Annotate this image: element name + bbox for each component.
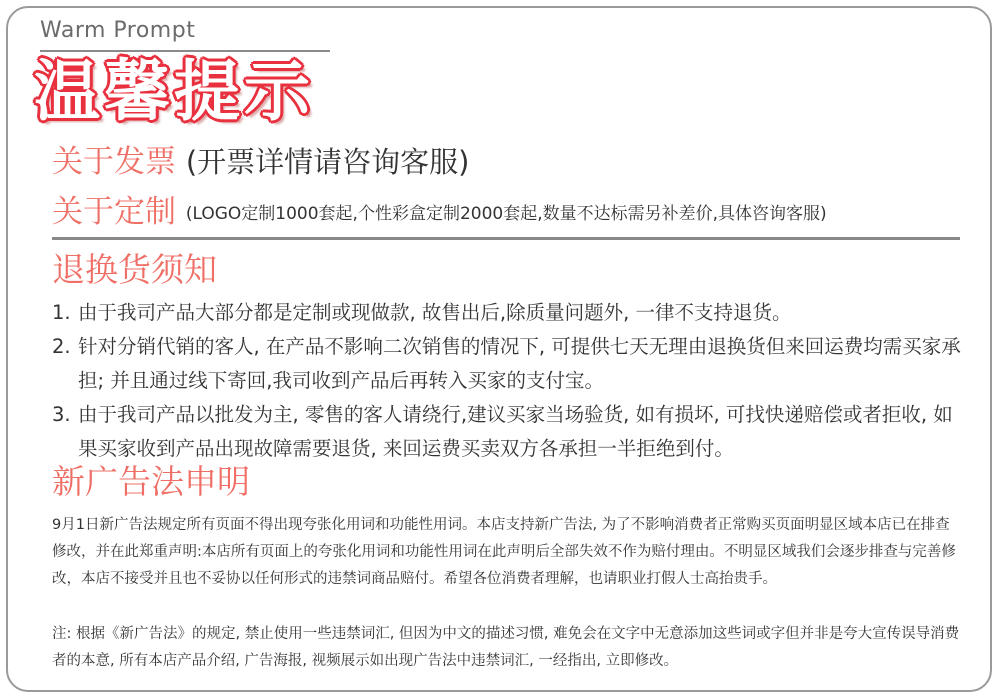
section-divider: [52, 237, 960, 240]
custom-detail: (LOGO定制1000套起,个性彩盒定制2000套起,数量不达标需另补差价,具体咨询客服): [185, 204, 827, 224]
custom-row: [52, 192, 827, 234]
list-item: 3. 由于我司产品以批发为主, 零售的客人请绕行,建议买家当场验货, 如有损坏, 可找快递赔偿或者拒收, 如果买家收到产品出现故障需要退货, 来回运费买卖双方各承担一半拒绝到付。: [52, 403, 953, 460]
invoice-detail: (开票详情请咨询客服): [185, 145, 470, 179]
custom-label: 关于定制: [52, 194, 176, 230]
page-title: 温馨提示: [34, 53, 314, 130]
invoice-label: 关于发票: [52, 144, 176, 180]
ad-law-paragraph: 9月1日新广告法规定所有页面不得出现夸张化用词和功能性用词。本店支持新广告法, 为了不影响消费者正常购买页面明显区域本店已在排查修改，并在此郑重声明:本店所有页面上的夸张化用词和功能性用词在此声明后全部失效不作为赔付理由。不明显区域我们会逐步排查与完善修改，本店不接受并且也不妥协以任何形式的违禁词商品赔付。希望各位消费者理解，也请职业打假人士高抬贵手。: [52, 517, 956, 587]
list-item: 1. 由于我司产品大部分都是定制或现做款, 故售出后,除质量问题外, 一律不支持退货。: [52, 301, 792, 324]
ad-law-note: 注: 根据《新广告法》的规定, 禁止使用一些违禁词汇, 但因为中文的描述习惯, 难免会在文字中无意添加这些词或字但并非是夸大宣传误导消费者的本意, 所有本店产品介绍, 广告海报, 视频展示如出现广告法中违禁词汇, 一经指出, 立即修改。: [52, 626, 960, 669]
ad-law-heading: 新广告法申明: [52, 462, 250, 501]
returns-list: [52, 296, 967, 466]
invoice-row: [52, 142, 470, 182]
list-item: 2. 针对分销代销的客人, 在产品不影响二次销售的情况下, 可提供七天无理由退换货但来回运费均需买家承担; 并且通过线下寄回,我司收到产品后再转入买家的支付宝。: [52, 335, 961, 392]
returns-heading: 退换货须知: [52, 250, 217, 289]
warm-prompt-subtitle: Warm Prompt: [40, 18, 196, 43]
